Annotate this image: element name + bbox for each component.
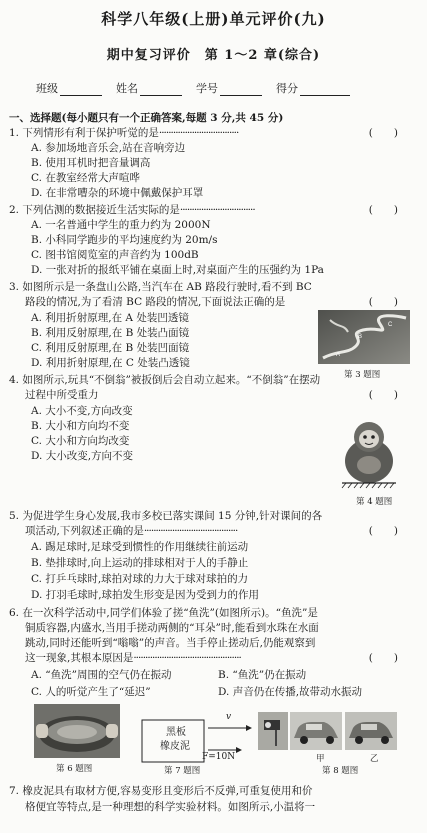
page-title: 科学八年级(上册)单元评价(九) <box>101 10 326 28</box>
q1-option-b: B. 使用耳机时把音量调高 <box>31 157 151 169</box>
q6-option-d: D. 声音仍在传播,故带动水振动 <box>218 686 363 698</box>
name-field[interactable]: 姓名 <box>116 80 182 96</box>
q3-caption: 第 3 题图 <box>344 370 381 380</box>
q4-option-d: D. 大小改变,方向不变 <box>31 450 134 462</box>
q7-force-label: F=10N <box>202 752 236 762</box>
q4-option-c: C. 大小和方向均改变 <box>31 435 130 447</box>
answer-paren[interactable]: ( ) <box>368 296 398 308</box>
answer-paren[interactable]: ( ) <box>368 127 398 139</box>
page-subtitle: 期中复习评价 第 1～2 章(综合) <box>106 48 321 63</box>
q5-option-a: A. 踢足球时,足球受到惯性的作用继续往前运动 <box>31 541 249 553</box>
q8-camera-photo <box>258 712 288 750</box>
q8-caption: 第 8 题图 <box>322 766 359 776</box>
q6-option-b: B. “鱼洗”仍在振动 <box>218 669 307 681</box>
q4-tumbler-toy-figure <box>338 415 400 491</box>
q8-car-a-photo <box>290 712 342 750</box>
q7-caption: 第 7 题图 <box>164 766 201 776</box>
q4-option-a: A. 大小不变,方向改变 <box>31 405 133 417</box>
question-6-line3: 跳动,同时还能听到“嗡嗡”的声音。当手停止搓动后,仍能观察到 <box>25 637 316 649</box>
q7-velocity-label: v <box>226 712 232 722</box>
student-info-fields <box>36 80 416 96</box>
q8-car-b-photo <box>345 712 397 750</box>
q2-option-d: D. 一张对折的报纸平铺在桌面上时,对桌面产生的压强约为 1Pa <box>31 264 324 276</box>
q1-option-c: C. 在教室经常大声喧哗 <box>31 172 140 184</box>
question-2-stem: 2. 下列估测的数据接近生活实际的是································ ( ) <box>9 204 398 216</box>
q2-option-c: C. 图书馆阅览室的声音约为 100dB <box>31 249 199 261</box>
question-6-line4: 这一现象,其根本原因是·············································· ( ) <box>25 652 398 664</box>
question-5-line1: 5. 为促进学生身心发展,我市多校已落实课间 15 分钟,针对课间的各 <box>9 510 323 522</box>
svg-text:C: C <box>388 322 393 328</box>
q7-blackboard-diagram <box>136 710 256 768</box>
q3-mountain-road-photo <box>318 310 410 364</box>
svg-text:A: A <box>336 352 341 358</box>
q7-block1-label: 黑板 <box>166 727 186 738</box>
question-6-line2: 铜质容器,内盛水,当用手搓动两侧的“耳朵”时,能看到水珠在水面 <box>25 622 319 634</box>
class-field[interactable]: 班级 <box>36 80 102 96</box>
q6-option-c: C. 人的听觉产生了“延迟” <box>31 686 151 698</box>
q3-option-b: B. 利用反射原理,在 B 处装凸面镜 <box>31 327 190 339</box>
q2-option-b: B. 小科同学跑步的平均速度约为 20m/s <box>31 234 218 246</box>
question-7-line2: 格便宜等特点,是一种理想的科学实验材料。如图所示,小温将一 <box>25 801 316 813</box>
q5-option-d: D. 打羽毛球时,球拍发生形变是因为受到力的作用 <box>31 589 260 601</box>
q4-option-b: B. 大小和方向均不变 <box>31 420 130 432</box>
q3-option-c: C. 利用反射原理,在 B 处装凹面镜 <box>31 342 190 354</box>
question-6-line1: 6. 在一次科学活动中,同学们体验了搓“鱼洗”(如图所示)。“鱼洗”是 <box>9 607 318 619</box>
q7-block2-label: 橡皮泥 <box>160 741 190 752</box>
q3-option-a: A. 利用折射原理,在 A 处装凹透镜 <box>31 312 189 324</box>
q6-option-a: A. “鱼洗”周围的空气仍在振动 <box>31 669 172 681</box>
q5-option-c: C. 打乒乓球时,球拍对球的力大于球对球拍的力 <box>31 573 249 585</box>
q3-option-d: D. 利用折射原理,在 C 处装凸透镜 <box>31 357 190 369</box>
score-field[interactable]: 得分 <box>276 80 350 96</box>
question-1-stem: 1. 下列情形有利于保护听觉的是·································· ( ) <box>9 127 398 139</box>
q1-option-a: A. 参加场地音乐会,站在音响旁边 <box>31 142 186 154</box>
q6-caption: 第 6 题图 <box>56 764 93 774</box>
question-7-line1: 7. 橡皮泥具有取材方便,容易变形且变形后不反弹,可重复使用和价 <box>9 785 313 797</box>
answer-paren[interactable]: ( ) <box>368 389 398 401</box>
q6-basin-photo <box>34 704 120 758</box>
question-4-line2: 过程中所受重力 ( ) <box>25 389 398 401</box>
q8-car-a-label: 甲 <box>316 754 325 764</box>
q8-car-b-label: 乙 <box>370 754 379 764</box>
q5-option-b: B. 垫排球时,向上运动的排球相对于人的手静止 <box>31 557 249 569</box>
question-3-line2: 路段的情况,为了看清 BC 路段的情况,下面说法正确的是 ( ) <box>25 296 398 308</box>
answer-paren[interactable]: ( ) <box>368 525 398 537</box>
question-3-line1: 3. 如图所示是一条盘山公路,当汽车在 AB 路段行驶时,看不到 BC <box>9 281 312 293</box>
question-4-line1: 4. 如图所示,玩具“不倒翁”被扳倒后会自动立起来。“不倒翁”在摆动 <box>9 374 321 386</box>
question-5-line2: 项活动,下列叙述正确的是········································ ( ) <box>25 525 398 537</box>
section-heading: 一、选择题(每小题只有一个正确答案,每题 3 分,共 45 分) <box>9 112 284 124</box>
answer-paren[interactable]: ( ) <box>368 652 398 664</box>
svg-text:B: B <box>358 334 363 340</box>
q2-option-a: A. 一名普通中学生的重力约为 2000N <box>31 219 211 231</box>
q1-option-d: D. 在非常嘈杂的环境中佩戴保护耳罩 <box>31 187 204 199</box>
answer-paren[interactable]: ( ) <box>368 204 398 216</box>
student-number-field[interactable]: 学号 <box>196 80 262 96</box>
q4-caption: 第 4 题图 <box>356 497 393 507</box>
